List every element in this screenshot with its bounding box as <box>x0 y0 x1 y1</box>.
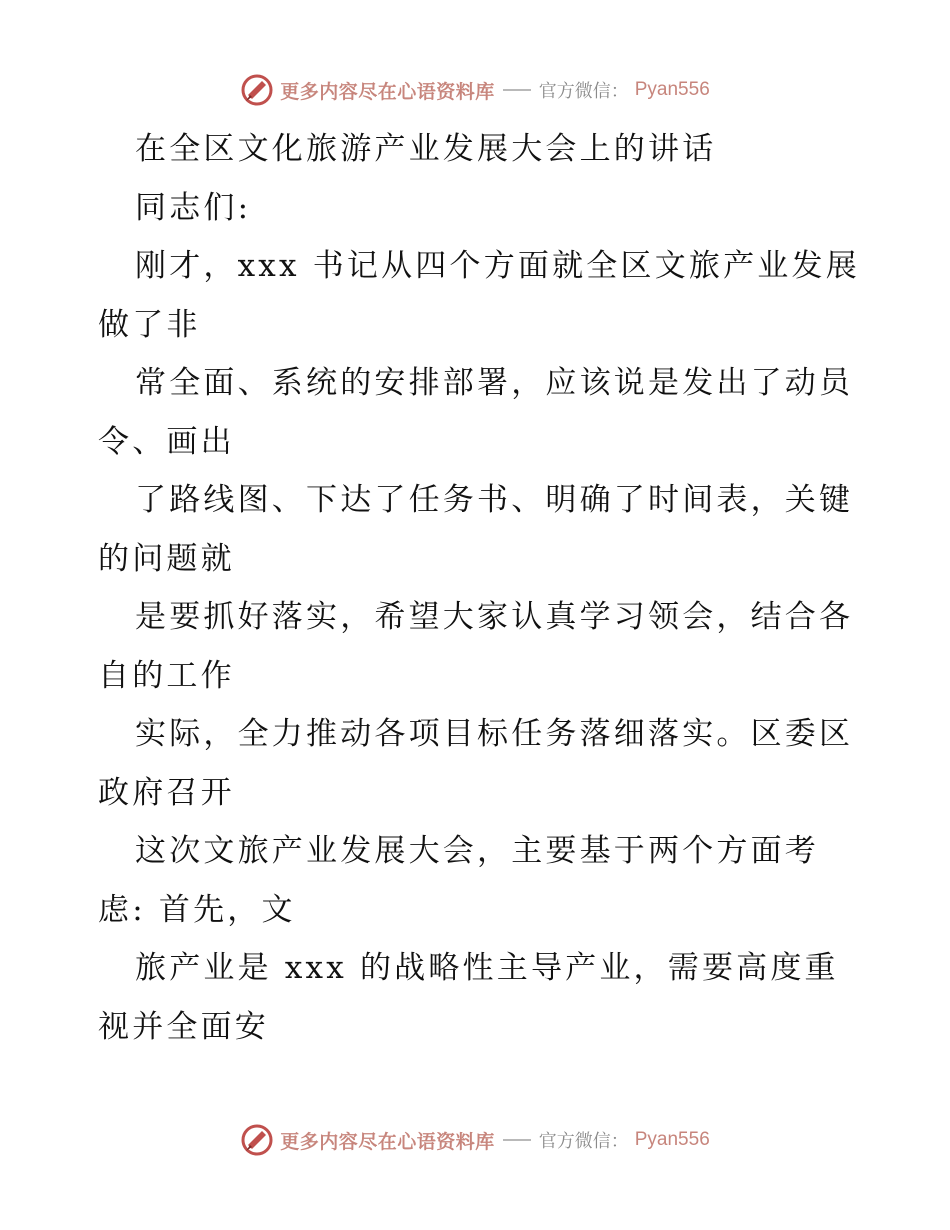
footer-banner-text: 更多内容尽在心语资料库 <box>280 1130 495 1153</box>
text-line: 的问题就 <box>98 540 235 577</box>
document-title: 在全区文化旅游产业发展大会上的讲话 <box>135 131 717 167</box>
text-line: 刚才，xxx 书记从四个方面就全区文旅产业发展 <box>135 248 860 284</box>
header-banner-text: 更多内容尽在心语资料库 <box>280 80 495 103</box>
text-line: 视并全面安 <box>98 1008 269 1045</box>
text-line: 实际，全力推动各项目标任务落细落实。区委区 <box>135 716 854 752</box>
footer-wechat-id: Pyan556 <box>634 1129 710 1150</box>
footer-banner-dash <box>503 1139 531 1141</box>
pen-logo-icon <box>240 1123 274 1157</box>
text-line: 常全面、系统的安排部署，应该说是发出了动员 <box>135 365 854 401</box>
document-body <box>98 120 858 1056</box>
text-line: 政府召开 <box>98 774 235 811</box>
text-line: 这次文旅产业发展大会，主要基于两个方面考 <box>135 833 819 869</box>
header-wechat-label: 官方微信： <box>538 81 629 102</box>
text-line: 虑: 首先，文 <box>98 891 296 928</box>
text-line: 做了非 <box>98 306 201 343</box>
pen-logo-icon <box>240 73 274 107</box>
footer-watermark-banner <box>0 1120 950 1160</box>
salutation: 同志们: <box>135 189 252 226</box>
text-line: 自的工作 <box>98 657 235 694</box>
footer-wechat-label: 官方微信： <box>538 1131 629 1152</box>
text-line: 了路线图、下达了任务书、明确了时间表，关键 <box>135 482 854 518</box>
header-watermark-banner <box>0 70 950 110</box>
text-line: 旅产业是 xxx 的战略性主导产业，需要高度重 <box>135 950 839 986</box>
header-wechat-id: Pyan556 <box>634 79 710 100</box>
header-banner-dash <box>503 89 531 91</box>
text-line: 令、画出 <box>98 423 235 460</box>
text-line: 是要抓好落实，希望大家认真学习领会，结合各 <box>135 599 854 635</box>
